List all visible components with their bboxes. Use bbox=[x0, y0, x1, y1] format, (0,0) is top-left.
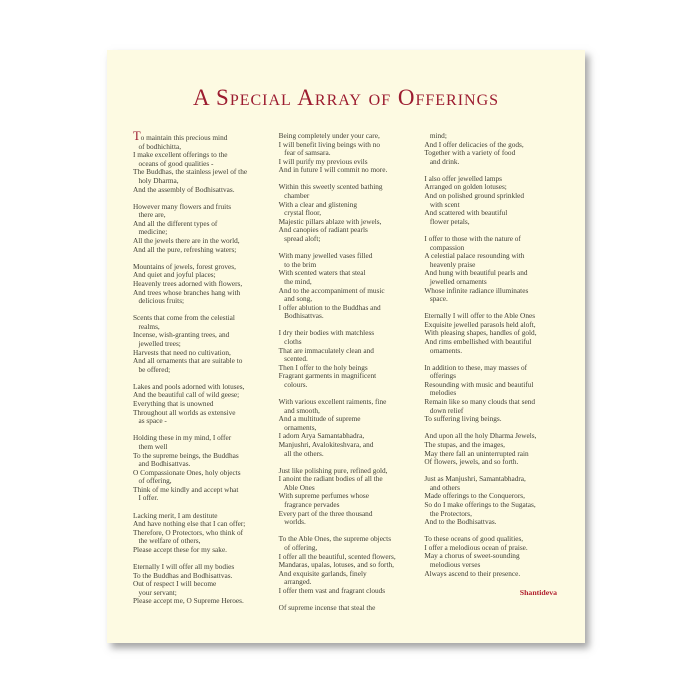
poem-line: And a multitude of supreme bbox=[278, 414, 361, 424]
poem-line: realms, bbox=[133, 321, 160, 331]
poem-line: I dry their bodies with matchless bbox=[278, 328, 375, 338]
poem-line: To the Able Ones, the supreme objects bbox=[278, 534, 392, 544]
poem-line: However many flowers and fruits bbox=[133, 201, 232, 211]
poem-line: And upon all the holy Dharma Jewels, bbox=[424, 431, 537, 441]
poem-line: fear of samsara. bbox=[278, 148, 331, 158]
stanza bbox=[133, 203, 268, 255]
poem-line: I offer them vast and fragrant clouds bbox=[278, 585, 386, 595]
poem-line: Remain like so many clouds that send bbox=[424, 397, 535, 407]
poem-line: Resounding with music and beautiful bbox=[424, 379, 534, 389]
poem-line: colours. bbox=[278, 379, 308, 389]
poem-line: O Compassionate Ones, holy objects bbox=[133, 467, 241, 477]
poem-line: To these oceans of good qualities, bbox=[424, 534, 524, 544]
poem-line: ornaments. bbox=[424, 345, 463, 355]
poem-line: And to the accompaniment of music bbox=[278, 285, 385, 295]
poem-line: And to the Bodhisattvas. bbox=[424, 517, 497, 527]
poem-line: And on polished ground sprinkled bbox=[424, 191, 525, 201]
poem-line: and smooth, bbox=[278, 405, 320, 415]
poem-line: and drink. bbox=[424, 156, 460, 166]
poem-line: Eternally I will offer all my bodies bbox=[133, 562, 235, 572]
poem-line: I offer all the beautiful, scented flowers, bbox=[278, 551, 396, 561]
poem-column-2 bbox=[279, 132, 414, 621]
poem-line: Holding these in my mind, I offer bbox=[133, 433, 232, 443]
poem-line: offerings bbox=[424, 371, 457, 381]
poem-line: Together with a variety of food bbox=[424, 148, 516, 158]
poem-line: I will benefit living beings with no bbox=[278, 139, 381, 149]
poem-line: Mountains of jewels, forest groves, bbox=[133, 261, 236, 271]
poem-line: A celestial palace resounding with bbox=[424, 251, 525, 261]
poem-line: Always ascend to their presence. bbox=[424, 568, 521, 578]
poem-line: fragrance pervades bbox=[278, 500, 340, 510]
poem-line: All the jewels there are in the world, bbox=[133, 236, 240, 246]
poem-line: to the brim bbox=[278, 259, 317, 269]
poem-line: heavenly praise bbox=[424, 259, 476, 269]
poem-line: Made offerings to the Conquerors, bbox=[424, 491, 525, 501]
poem-line: Of supreme incense that steal the bbox=[278, 603, 376, 612]
poem-line: Then I offer to the holy beings bbox=[278, 362, 368, 372]
poem-line: I make excellent offerings to the bbox=[133, 150, 228, 160]
poem-line: The stupas, and the images, bbox=[424, 439, 505, 449]
poem-line: Able Ones bbox=[278, 482, 315, 492]
poem-line: And scattered with beautiful bbox=[424, 208, 508, 218]
poem-line: And in future I will commit no more. bbox=[278, 165, 388, 175]
poem-line: arranged. bbox=[278, 577, 312, 587]
poem-line: worlds. bbox=[278, 517, 306, 527]
poem-line: the welfare of others, bbox=[133, 536, 201, 546]
poem-line: chamber bbox=[278, 191, 310, 201]
poem-line: down relief bbox=[424, 405, 464, 415]
poem-line: With supreme perfumes whose bbox=[278, 491, 369, 501]
stanza bbox=[279, 604, 414, 613]
poem-line: With scented waters that steal bbox=[278, 268, 366, 278]
poem-line: Everything that is unowned bbox=[133, 399, 214, 409]
stanza bbox=[279, 467, 414, 527]
poem-line: Exquisite jewelled parasols held aloft, bbox=[424, 319, 536, 329]
poem-line: spread aloft; bbox=[278, 234, 321, 244]
poem-line: jewelled trees; bbox=[133, 338, 181, 348]
page-title: A Special Array of Offerings bbox=[192, 85, 500, 110]
poem-line: Manjushri, Avalokiteshvara, and bbox=[278, 440, 374, 449]
poem-columns bbox=[133, 129, 559, 621]
poem-line: flower petals, bbox=[424, 216, 470, 226]
poem-line: space. bbox=[424, 294, 448, 304]
poem-line: Fragrant garments in magnificent bbox=[278, 371, 377, 381]
poem-line: delicious fruits; bbox=[133, 296, 185, 306]
drop-cap-letter: T bbox=[133, 129, 141, 143]
poem-line: jewelled ornaments bbox=[424, 276, 487, 286]
poem-line: Scents that come from the celestial bbox=[133, 313, 235, 323]
stanza bbox=[424, 175, 559, 227]
poem-line: Lakes and pools adorned with lotuses, bbox=[133, 381, 245, 391]
poem-line: And have nothing else that I can offer; bbox=[133, 519, 246, 529]
poem-column-1-stanzas bbox=[133, 129, 268, 606]
poem-line: May a chorus of sweet-sounding bbox=[424, 551, 520, 561]
poem-line: Every part of the three thousand bbox=[278, 508, 373, 518]
poem-line: May there fall an uninterrupted rain bbox=[424, 448, 529, 458]
poem-line: Bodhisattvas. bbox=[278, 311, 324, 321]
poem-line: the Protectors, bbox=[424, 508, 472, 518]
poem-line: To the supreme beings, the Buddhas bbox=[133, 450, 239, 460]
stanza bbox=[133, 563, 268, 606]
poem-line: I offer to those with the nature of bbox=[424, 233, 521, 243]
poem-line: medicine; bbox=[133, 227, 168, 237]
poem-line: And all ornaments that are suitable to bbox=[133, 356, 243, 366]
poem-line: I will purify my previous evils bbox=[278, 156, 368, 166]
poem-line: And the assembly of Bodhisattvas. bbox=[133, 184, 235, 194]
poem-line: of bodhichitta, bbox=[133, 141, 182, 151]
poem-line: In addition to these, may masses of bbox=[424, 362, 528, 372]
poem-line: And quiet and joyful places; bbox=[133, 270, 216, 280]
poem-page bbox=[107, 50, 585, 643]
poem-line: ornaments, bbox=[278, 422, 317, 432]
poem-line: as space - bbox=[133, 416, 167, 426]
poem-line: of offering, bbox=[133, 476, 172, 486]
poem-line: With a clear and glistening bbox=[278, 199, 357, 209]
poem-line: holy Dharma, bbox=[133, 175, 179, 185]
poem-line: And all the different types of bbox=[133, 218, 218, 228]
poem-line: And the beautiful call of wild geese; bbox=[133, 390, 240, 400]
poem-line: I adorn Arya Samantabhadra, bbox=[278, 431, 365, 441]
poem-line: with scent bbox=[424, 199, 460, 209]
poem-line: Lacking merit, I am destitute bbox=[133, 510, 218, 520]
poem-line: scented. bbox=[278, 354, 308, 364]
poem-line: Arranged on golden lotuses; bbox=[424, 182, 507, 192]
poem-line: I offer. bbox=[133, 493, 159, 503]
stanza bbox=[133, 434, 268, 503]
poem-line: melodious verses bbox=[424, 560, 481, 570]
poem-line: And I offer delicacies of the gods, bbox=[424, 139, 524, 149]
poem-line: To the Buddhas and Bodhisattvas. bbox=[133, 570, 233, 580]
poem-column-1 bbox=[133, 129, 268, 621]
poem-line: And all the pure, refreshing waters; bbox=[133, 244, 237, 254]
poem-line: oceans of good qualities - bbox=[133, 158, 214, 168]
poem-line: Harvests that need no cultivation, bbox=[133, 347, 231, 357]
poem-line: I also offer jewelled lamps bbox=[424, 173, 503, 183]
poem-line: Eternally I will offer to the Able Ones bbox=[424, 311, 536, 321]
page-content bbox=[107, 50, 585, 621]
poem-column-2-stanzas bbox=[279, 132, 414, 613]
stanza bbox=[279, 252, 414, 321]
poem-line: So do I make offerings to the Sugatas, bbox=[424, 499, 536, 509]
poem-line: And trees whose branches hang with bbox=[133, 287, 241, 297]
poem-line: With pleasing shapes, handles of gold, bbox=[424, 328, 537, 338]
stanza bbox=[424, 475, 559, 527]
stanza bbox=[424, 432, 559, 466]
stanza bbox=[133, 512, 268, 555]
poem-line: Throughout all worlds as extensive bbox=[133, 407, 236, 417]
poem-column-3-stanzas bbox=[424, 132, 559, 578]
poem-line: crystal floor, bbox=[278, 208, 322, 218]
author-signature: Shantideva bbox=[519, 588, 558, 598]
poem-line: Being completely under your care, bbox=[278, 131, 380, 140]
stanza bbox=[133, 263, 268, 306]
poem-line: Please accept me, O Supreme Heroes. bbox=[133, 596, 244, 606]
poem-line: With various excellent raiments, fine bbox=[278, 397, 387, 407]
poem-line: Within this sweetly scented bathing bbox=[278, 182, 383, 192]
poem-line: And exquisite garlands, finely bbox=[278, 568, 367, 578]
poem-line: Of flowers, jewels, and so forth. bbox=[424, 457, 519, 467]
poem-line: Mandaras, upalas, lotuses, and so forth, bbox=[278, 560, 394, 570]
poem-line: I offer ablution to the Buddhas and bbox=[278, 302, 381, 312]
poem-line: Whose infinite radiance illuminates bbox=[424, 285, 529, 295]
poem-line: your servant; bbox=[133, 587, 177, 597]
poem-line: Heavenly trees adorned with flowers, bbox=[133, 278, 243, 288]
poem-line: With many jewelled vases filled bbox=[278, 251, 373, 261]
stanza bbox=[279, 398, 414, 458]
poem-line: them well bbox=[133, 441, 168, 451]
poem-line: compassion bbox=[424, 242, 465, 252]
poem-line: the mind, bbox=[278, 276, 312, 286]
stanza bbox=[133, 129, 268, 194]
poem-line: Incense, wish-granting trees, and bbox=[133, 330, 230, 340]
poem-line: I anoint the radiant bodies of all the bbox=[278, 474, 383, 484]
poem-column-3 bbox=[424, 132, 559, 621]
poem-line: and others bbox=[424, 482, 461, 492]
poem-line: Therefore, O Protectors, who think of bbox=[133, 527, 244, 537]
poem-line: Just like polishing pure, refined gold, bbox=[278, 465, 388, 475]
poem-line: Please accept these for my sake. bbox=[133, 544, 228, 554]
stanza bbox=[424, 312, 559, 355]
poem-line: And canopies of radiant pearls bbox=[278, 225, 368, 235]
poem-line: mind; bbox=[424, 131, 447, 140]
stanza bbox=[133, 314, 268, 374]
poem-line: all the others. bbox=[278, 448, 324, 458]
poem-line: be offered; bbox=[133, 364, 171, 374]
stanza bbox=[279, 329, 414, 389]
stanza bbox=[133, 383, 268, 426]
poem-line: That are immaculately clean and bbox=[278, 345, 374, 355]
poem-line: Just as Manjushri, Samantabhadra, bbox=[424, 474, 526, 484]
poem-line: and Bodhisattvas. bbox=[133, 459, 191, 469]
poem-line: And rims embellished with beautiful bbox=[424, 336, 532, 346]
poem-line: The Buddhas, the stainless jewel of the bbox=[133, 167, 248, 177]
poem-line: To suffering living beings. bbox=[424, 414, 502, 424]
stanza bbox=[424, 364, 559, 424]
poem-line: melodies bbox=[424, 388, 457, 398]
stanza bbox=[279, 535, 414, 595]
stanza bbox=[424, 535, 559, 578]
poem-line: cloths bbox=[278, 336, 302, 346]
poem-line: Think of me kindly and accept what bbox=[133, 484, 239, 494]
poem-line: Out of respect I will become bbox=[133, 579, 217, 589]
stanza bbox=[279, 183, 414, 243]
poem-line: To maintain this precious mind bbox=[133, 129, 228, 143]
poem-line: I offer a melodious ocean of praise. bbox=[424, 542, 528, 552]
poem-line: Majestic pillars ablaze with jewels, bbox=[278, 216, 382, 226]
poem-line: of offering, bbox=[278, 542, 318, 552]
stanza bbox=[424, 235, 559, 304]
poem-line: there are, bbox=[133, 210, 166, 220]
poem-line: And hung with beautiful pearls and bbox=[424, 268, 528, 278]
poem-line: and song, bbox=[278, 294, 313, 304]
stanza bbox=[424, 132, 559, 166]
stanza bbox=[279, 132, 414, 175]
